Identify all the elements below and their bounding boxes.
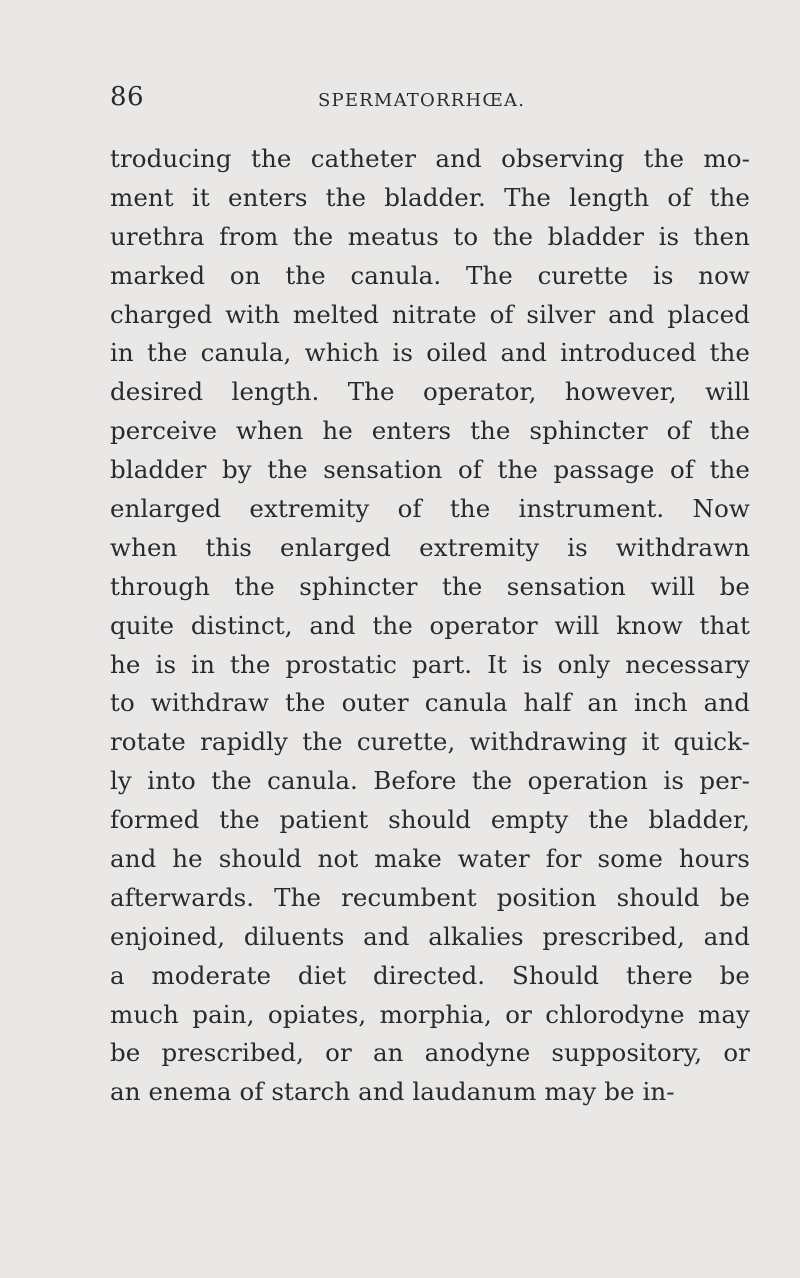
text-line: formed the patient should empty the bladder, (110, 805, 750, 835)
text-line: much pain, opiates, morphia, or chlorodyne may (110, 999, 750, 1029)
text-line: he is in the prostatic part. It is only necessary (110, 649, 750, 679)
text-line: charged with melted nitrate of silver and placed (110, 299, 750, 329)
running-head (110, 82, 750, 122)
text-line: enjoined, diluents and alkalies prescribed, and (110, 921, 750, 951)
text-line: ly into the canula. Before the operation is per- (110, 766, 750, 796)
text-line: when this enlarged extremity is withdrawn (110, 532, 750, 562)
text-line: afterwards. The recumbent position should be (110, 882, 750, 912)
text-line: enlarged extremity of the instrument. Now (110, 494, 750, 524)
text-line: bladder by the sensation of the passage of the (110, 455, 750, 485)
text-line: troducing the catheter and observing the mo- (110, 144, 750, 173)
text-line: urethra from the meatus to the bladder is then (110, 221, 750, 251)
text-line: marked on the canula. The curette is now (110, 260, 750, 290)
body-text (110, 140, 750, 1112)
text-line: perceive when he enters the sphincter of the (110, 416, 750, 446)
text-line: a moderate diet directed. Should there be (110, 960, 750, 990)
text-line: ment it enters the bladder. The length of the (110, 182, 750, 212)
text-line: an enema of starch and laudanum may be in- (110, 1077, 675, 1107)
text-line: to withdraw the outer canula half an inch and (110, 688, 750, 718)
text-line: and he should not make water for some hours (110, 844, 750, 874)
page-number: 86 (110, 82, 145, 112)
running-title: SPERMATORRHŒA. (318, 90, 526, 111)
text-line: rotate rapidly the curette, withdrawing it quick- (110, 727, 750, 757)
text-line: through the sphincter the sensation will be (110, 571, 750, 601)
text-line: quite distinct, and the operator will know that (110, 610, 750, 640)
text-line: be prescribed, or an anodyne suppository, or (110, 1038, 750, 1068)
text-line: desired length. The operator, however, will (110, 377, 750, 407)
text-line: in the canula, which is oiled and introduced the (110, 338, 750, 368)
